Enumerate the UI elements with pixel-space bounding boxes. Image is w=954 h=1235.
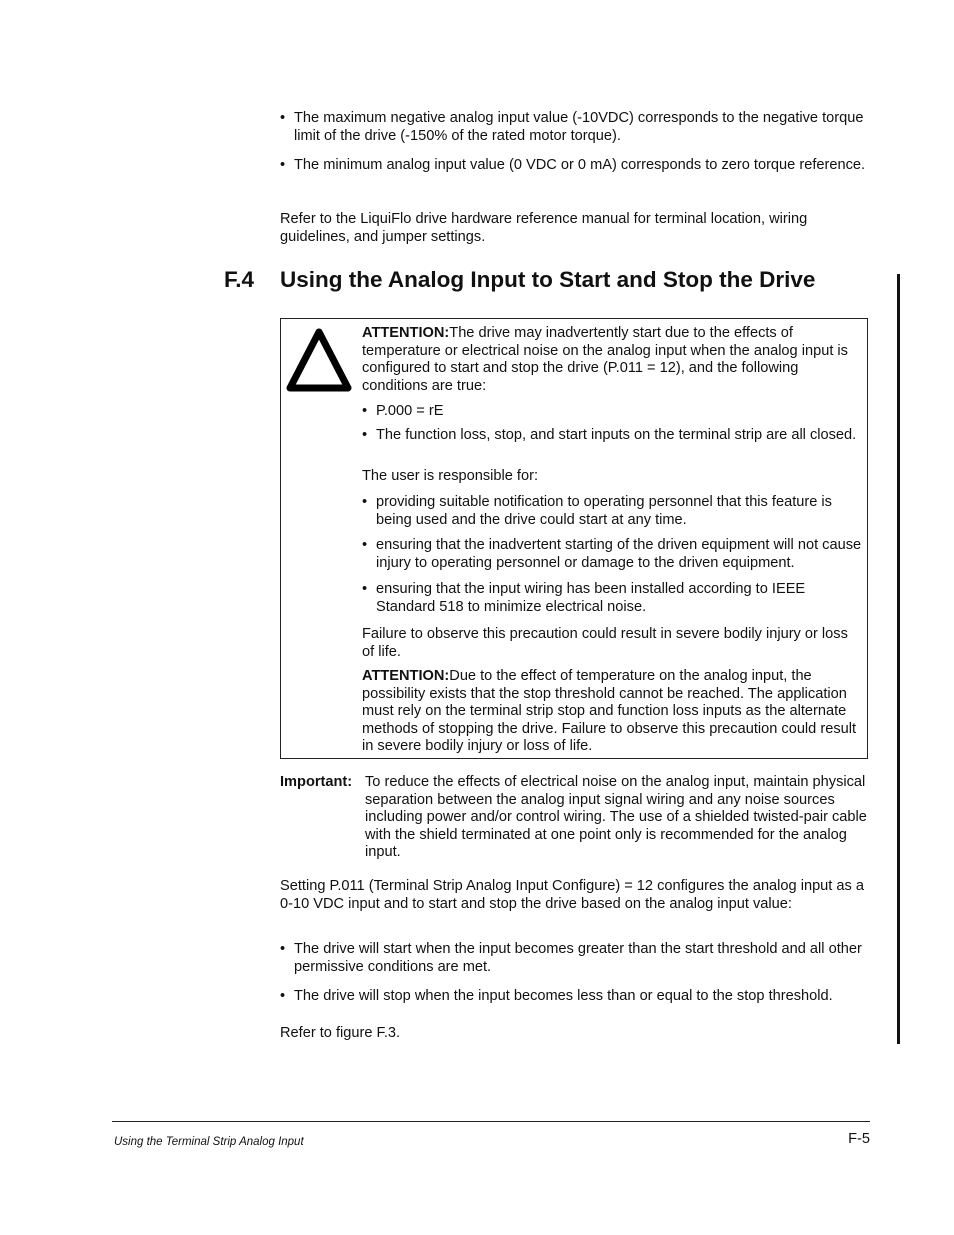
setting-paragraph: Setting P.011 (Terminal Strip Analog Input Configure) = 12 configures the analog input as a 0-10 VDC input and to start and stop the drive based on the analog input value: <box>280 878 864 912</box>
section-number: F.4 <box>224 267 255 292</box>
list-item <box>362 427 864 445</box>
change-bar <box>897 274 900 1044</box>
attention-text: Due to the effect of temperature on the analog input, the possibility exists that the stop threshold cannot be reached. The application must rely on the terminal strip stop and function loss inputs as the alternate methods of stopping the drive. Failure to observe this precaution could result in severe bodily injury or loss of life. <box>362 668 857 754</box>
important-text: To reduce the effects of electrical noise on the analog input, maintain physical separation between the analog input signal wiring and any noise sources including power and/or control wiring. The use of a shielded twisted-pair cable with the shield terminated at one point only is recommended for the analog input. <box>365 774 867 860</box>
list-item-text: The maximum negative analog input value (-10VDC) corresponds to the negative torque limit of the drive (-150% of the rated motor torque). <box>294 110 864 144</box>
list-item <box>362 537 864 572</box>
list-item <box>280 157 870 175</box>
bullet-marker: • <box>362 537 368 553</box>
footer-rule <box>112 1121 870 1122</box>
refer-hardware-paragraph: Refer to the LiquiFlo drive hardware reference manual for terminal location, wiring guidelines, and jumper settings. <box>280 211 808 245</box>
list-item-text: The drive will start when the input becomes greater than the start threshold and all other permissive conditions are met. <box>294 941 862 975</box>
list-item-text: providing suitable notification to operating personnel that this feature is being used and the drive could start at any time. <box>376 494 832 528</box>
list-item <box>280 941 870 976</box>
bullet-marker: • <box>280 941 286 957</box>
attention-paragraph-2 <box>362 668 864 756</box>
list-item <box>362 581 864 616</box>
bullet-marker: • <box>362 403 368 419</box>
refer-figure-paragraph: Refer to figure F.3. <box>280 1025 401 1041</box>
bullet-marker: • <box>280 157 286 173</box>
list-item <box>280 988 870 1006</box>
list-item-text: P.000 = rE <box>376 403 444 419</box>
list-item-text: ensuring that the input wiring has been installed according to IEEE Standard 518 to minimize electrical noise. <box>376 581 806 615</box>
failure-warning: Failure to observe this precaution could result in severe bodily injury or loss of life. <box>362 626 848 660</box>
warning-triangle-icon <box>284 326 354 392</box>
attention-paragraph-1 <box>362 325 864 395</box>
responsible-heading: The user is responsible for: <box>362 468 539 484</box>
section-heading <box>224 266 815 294</box>
footer-section-title: Using the Terminal Strip Analog Input <box>114 1136 304 1148</box>
list-item-text: ensuring that the inadvertent starting of the driven equipment will not cause injury to operating personnel or damage to the driven equipment. <box>376 537 862 571</box>
attention-label: ATTENTION: <box>362 325 450 341</box>
bullet-marker: • <box>362 427 368 443</box>
list-item-text: The drive will stop when the input becomes less than or equal to the stop threshold. <box>294 988 833 1004</box>
bullet-marker: • <box>362 494 368 510</box>
attention-label: ATTENTION: <box>362 668 450 684</box>
section-title: Using the Analog Input to Start and Stop the Drive <box>280 267 816 292</box>
page-number: F-5 <box>848 1131 870 1147</box>
list-item-text: The minimum analog input value (0 VDC or 0 mA) corresponds to zero torque reference. <box>294 157 866 173</box>
important-label: Important: <box>280 774 353 790</box>
bullet-marker: • <box>280 988 286 1004</box>
list-item <box>280 110 870 145</box>
attention-text: The drive may inadvertently start due to the effects of temperature or electrical noise on the analog input when the analog input is configured to start and stop the drive (P.011 = 12), and the following conditions are true: <box>362 325 848 394</box>
bullet-marker: • <box>362 581 368 597</box>
bullet-marker: • <box>280 110 286 126</box>
list-item <box>362 403 864 421</box>
list-item-text: The function loss, stop, and start inputs on the terminal strip are all closed. <box>376 427 857 443</box>
list-item <box>362 494 864 529</box>
